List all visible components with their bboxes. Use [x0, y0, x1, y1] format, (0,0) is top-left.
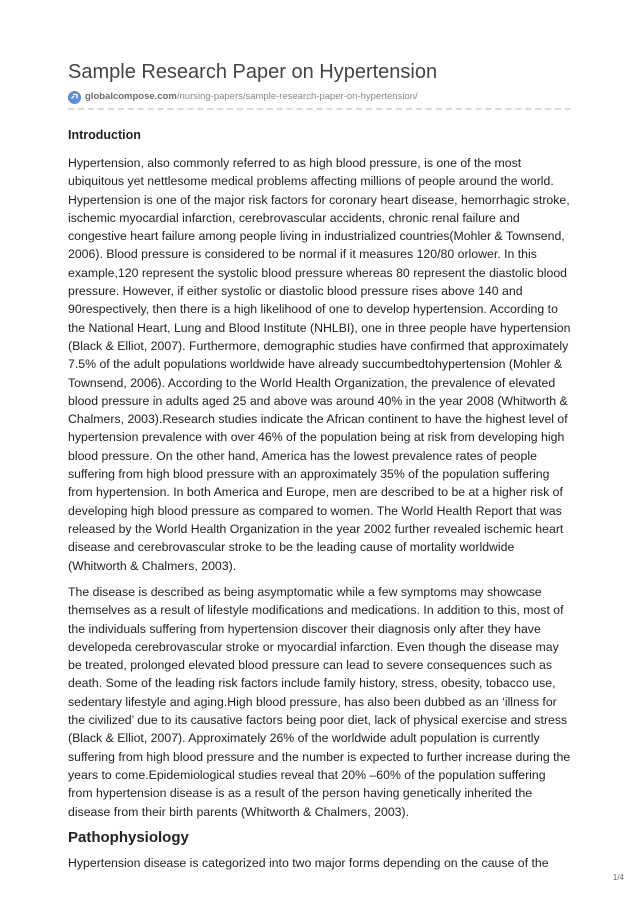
- link-icon: [68, 91, 81, 104]
- source-domain: globalcompose.com: [85, 91, 177, 102]
- source-url[interactable]: [85, 91, 418, 102]
- source-link[interactable]: [68, 90, 571, 108]
- paragraph: The disease is described as being asymptomatic while a few symptoms may showcase themselves as a result of lifestyle modifications and medications. In addition to this, most of the individuals suffering from hypertension discover their diagnosis only after they have developeda cerebrovascular stroke or myocardial infarction. Even though the disease may be treated, prolonged elevated blood pressure can lead to severe consequences such as death. Some of the leading risk factors include family history, stress, obesity, tobacco use, sedentary lifestyle and aging.High blood pressure, has also been dubbed as an ‘illness for the civilized’ due to its causative factors being poor diet, lack of physical exercise and stress (Black & Elliot, 2007). Approximately 26% of the worldwide adult population is currently suffering from high blood pressure and the number is expected to further increase during the years to come.Epidemiological studies reveal that 20% –60% of the population suffering from hypertension disease is as a result of the person having genetically inherited the disease from their birth parents (Whitworth & Chalmers, 2003).: [68, 585, 571, 819]
- source-path: /nursing-papers/sample-research-paper-on-hypertension/: [176, 91, 418, 102]
- divider: [68, 108, 571, 110]
- paragraph: Hypertension disease is categorized into two major forms depending on the cause of the: [68, 856, 549, 870]
- paragraph: Hypertension, also commonly referred to as high blood pressure, is one of the most ubiquitous yet nettlesome medical problems affecting millions of people around the world. Hypertension is one of the major risk factors for coronary heart disease, hemorrhagic stroke, ischemic myocardial infarction, cerebrovascular accidents, chronic renal failure and congestive heart failure among people living in industrialized countries(Mohler & Townsend, 2006). Blood pressure is considered to be normal if it measures 120/80 orlower. In this example,120 represent the systolic blood pressure whereas 80 represent the diastolic blood pressure. However, if either systolic or diastolic blood pressure rises above 140 and 90respectively, then there is a high likelihood of one to develop hypertension. According to the National Heart, Lung and Blood Institute (NHLBI), one in three people have hypertension (Black & Elliot, 2007). Furthermore, demographic studies have confirmed that approximately 7.5% of the adult populations worldwide have already succumbedtohypertension (Mohler & Townsend, 2006). According to the World Health Organization, the prevalence of elevated blood pressure in adults aged 25 and above was around 40% in the year 2008 (Whitworth & Chalmers, 2003).Research studies indicate the African continent to have the highest level of hypertension prevalence with over 46% of the population being at risk from developing high blood pressure. On the other hand, America has the lowest prevalence rates of people suffering from high blood pressure with an approximately 35% of the population suffering from hypertension. In both America and Europe, men are described to be at a higher risk of developing high blood pressure as compared to women. The World Health Report that was released by the World Health Organization in the year 2002 further revealed ischemic heart disease and cerebrovascular stroke to be the leading cause of mortality worldwide (Whitworth & Chalmers, 2003).: [68, 156, 571, 573]
- section-heading-pathophysiology: Pathophysiology: [68, 829, 189, 846]
- section-heading-introduction: Introduction: [68, 128, 141, 142]
- page-title: Sample Research Paper on Hypertension: [68, 61, 438, 83]
- page-number: 1/4: [612, 873, 624, 882]
